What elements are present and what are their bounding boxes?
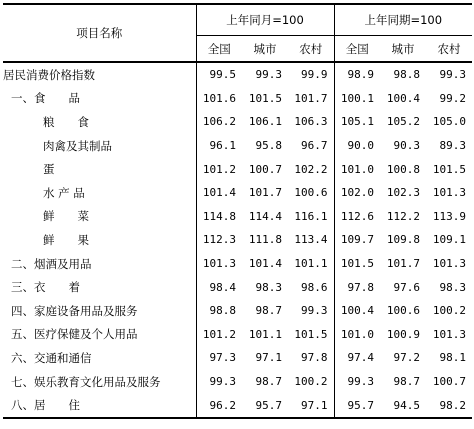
cell-value: 105.2 — [386, 115, 421, 129]
cell-value: 101.3 — [202, 257, 236, 271]
row-label: 鲜 果 — [3, 228, 196, 252]
table-row — [3, 346, 472, 370]
cell-value: 101.5 — [248, 91, 282, 105]
cell-value: 101.6 — [202, 91, 236, 105]
row-label: 五、医疗保健及个人用品 — [3, 323, 196, 347]
cell-value: 100.9 — [386, 327, 421, 341]
cell-value: 109.8 — [386, 233, 421, 247]
cell-value: 106.2 — [202, 115, 236, 129]
cell-value: 97.6 — [393, 280, 421, 294]
cell-value: 101.3 — [432, 186, 467, 200]
same-period-header: 上年同期=100 — [334, 4, 472, 36]
cell-value: 99.5 — [209, 68, 236, 82]
cell-value: 97.8 — [288, 346, 334, 370]
cell-value: 100.2 — [432, 304, 467, 318]
period-urban-header: 城市 — [391, 41, 415, 56]
cell-value: 112.6 — [340, 209, 375, 223]
cell-value: 114.8 — [202, 209, 236, 223]
cell-value: 102.3 — [386, 186, 421, 200]
row-label: 六、交通和通信 — [3, 346, 196, 370]
cell-value: 100.4 — [340, 304, 375, 318]
cell-value: 100.7 — [432, 375, 467, 389]
cell-value: 106.3 — [288, 110, 334, 134]
cell-value: 89.3 — [439, 139, 467, 153]
table-body — [3, 62, 472, 418]
cell-value: 105.1 — [340, 115, 375, 129]
cell-value: 96.2 — [209, 398, 236, 412]
cell-value: 98.8 — [393, 68, 421, 82]
cell-value: 113.9 — [432, 209, 467, 223]
row-label: 三、衣 着 — [3, 275, 196, 299]
period-national-header: 全国 — [345, 41, 369, 56]
cell-value: 95.7 — [255, 398, 282, 412]
cell-value: 101.5 — [288, 323, 334, 347]
cell-value: 109.7 — [340, 233, 375, 247]
cell-value: 101.5 — [340, 257, 375, 271]
cell-value: 94.5 — [393, 398, 421, 412]
cell-value: 98.7 — [393, 375, 421, 389]
row-label: 八、居 住 — [3, 393, 196, 418]
cell-value: 98.2 — [439, 398, 467, 412]
cell-value: 101.3 — [432, 257, 467, 271]
table-row — [3, 299, 472, 323]
table-row — [3, 157, 472, 181]
cell-value: 106.1 — [248, 115, 282, 129]
cell-value: 99.3 — [209, 375, 236, 389]
cell-value: 101.7 — [288, 87, 334, 111]
cell-value: 97.3 — [209, 351, 236, 365]
cell-value: 98.4 — [209, 280, 236, 294]
cell-value: 102.2 — [288, 157, 334, 181]
cell-value: 99.3 — [288, 299, 334, 323]
cell-value: 97.1 — [255, 351, 282, 365]
cell-value: 97.4 — [347, 351, 375, 365]
cell-value: 100.2 — [288, 370, 334, 394]
table-row — [3, 134, 472, 158]
cell-value: 101.7 — [386, 257, 421, 271]
row-label: 粮 食 — [3, 110, 196, 134]
table-row — [3, 87, 472, 111]
row-label: 一、食 品 — [3, 87, 196, 111]
cell-value: 98.7 — [255, 304, 282, 318]
row-label: 四、家庭设备用品及服务 — [3, 299, 196, 323]
cell-value: 99.3 — [439, 68, 467, 82]
cell-value: 100.6 — [288, 181, 334, 205]
table-row — [3, 370, 472, 394]
row-label: 水 产 品 — [3, 181, 196, 205]
cell-value: 113.4 — [288, 228, 334, 252]
table-row — [3, 323, 472, 347]
row-label: 鲜 菜 — [3, 205, 196, 229]
table-row — [3, 275, 472, 299]
cell-value: 98.3 — [439, 280, 467, 294]
cell-value: 111.8 — [248, 233, 282, 247]
cell-value: 90.3 — [393, 139, 421, 153]
month-urban-header: 城市 — [253, 41, 277, 56]
cell-value: 96.7 — [288, 134, 334, 158]
row-label: 二、烟酒及用品 — [3, 252, 196, 276]
table-row — [3, 393, 472, 418]
table-row — [3, 181, 472, 205]
cell-value: 99.9 — [288, 62, 334, 87]
cell-value: 101.4 — [202, 186, 236, 200]
cell-value: 101.0 — [340, 327, 375, 341]
table-header — [3, 4, 472, 62]
cell-value: 99.3 — [255, 68, 282, 82]
cell-value: 97.1 — [288, 393, 334, 418]
item-name-header: 项目名称 — [3, 4, 196, 62]
row-label: 肉禽及其制品 — [3, 134, 196, 158]
cell-value: 101.0 — [340, 162, 375, 176]
table-row — [3, 252, 472, 276]
row-label: 蛋 — [3, 157, 196, 181]
period-rural-header: 农村 — [437, 41, 461, 56]
cell-value: 101.2 — [202, 162, 236, 176]
cell-value: 101.7 — [248, 186, 282, 200]
cell-value: 101.5 — [432, 162, 467, 176]
row-label: 居民消费价格指数 — [3, 62, 196, 87]
cell-value: 99.3 — [347, 375, 375, 389]
cell-value: 101.1 — [288, 252, 334, 276]
same-month-header: 上年同月=100 — [196, 4, 334, 36]
cell-value: 100.4 — [386, 91, 421, 105]
cell-value: 100.1 — [340, 91, 375, 105]
row-label: 七、娱乐教育文化用品及服务 — [3, 370, 196, 394]
table-row — [3, 62, 472, 87]
cell-value: 100.8 — [386, 162, 421, 176]
cell-value: 101.4 — [248, 257, 282, 271]
cell-value: 99.2 — [439, 91, 467, 105]
month-national-header: 全国 — [207, 41, 231, 56]
cell-value: 112.2 — [386, 209, 421, 223]
cell-value: 100.7 — [248, 162, 282, 176]
table-row — [3, 205, 472, 229]
cell-value: 109.1 — [432, 233, 467, 247]
cell-value: 101.3 — [432, 327, 467, 341]
cell-value: 95.8 — [255, 139, 282, 153]
cell-value: 98.8 — [209, 304, 236, 318]
cell-value: 101.1 — [248, 327, 282, 341]
table-row — [3, 228, 472, 252]
cell-value: 116.1 — [288, 205, 334, 229]
cell-value: 90.0 — [347, 139, 375, 153]
cell-value: 100.6 — [386, 304, 421, 318]
table-row — [3, 110, 472, 134]
price-index-table — [3, 3, 472, 419]
cell-value: 101.2 — [202, 327, 236, 341]
cell-value: 98.3 — [255, 280, 282, 294]
cell-value: 98.1 — [439, 351, 467, 365]
cell-value: 97.8 — [347, 280, 375, 294]
cell-value: 95.7 — [347, 398, 375, 412]
cell-value: 105.0 — [432, 115, 467, 129]
month-rural-header: 农村 — [288, 36, 334, 63]
cell-value: 98.9 — [347, 68, 375, 82]
cell-value: 98.6 — [288, 275, 334, 299]
cell-value: 102.0 — [340, 186, 375, 200]
cell-value: 98.7 — [255, 375, 282, 389]
cell-value: 97.2 — [393, 351, 421, 365]
cell-value: 114.4 — [248, 209, 282, 223]
cell-value: 112.3 — [202, 233, 236, 247]
cell-value: 96.1 — [209, 139, 236, 153]
